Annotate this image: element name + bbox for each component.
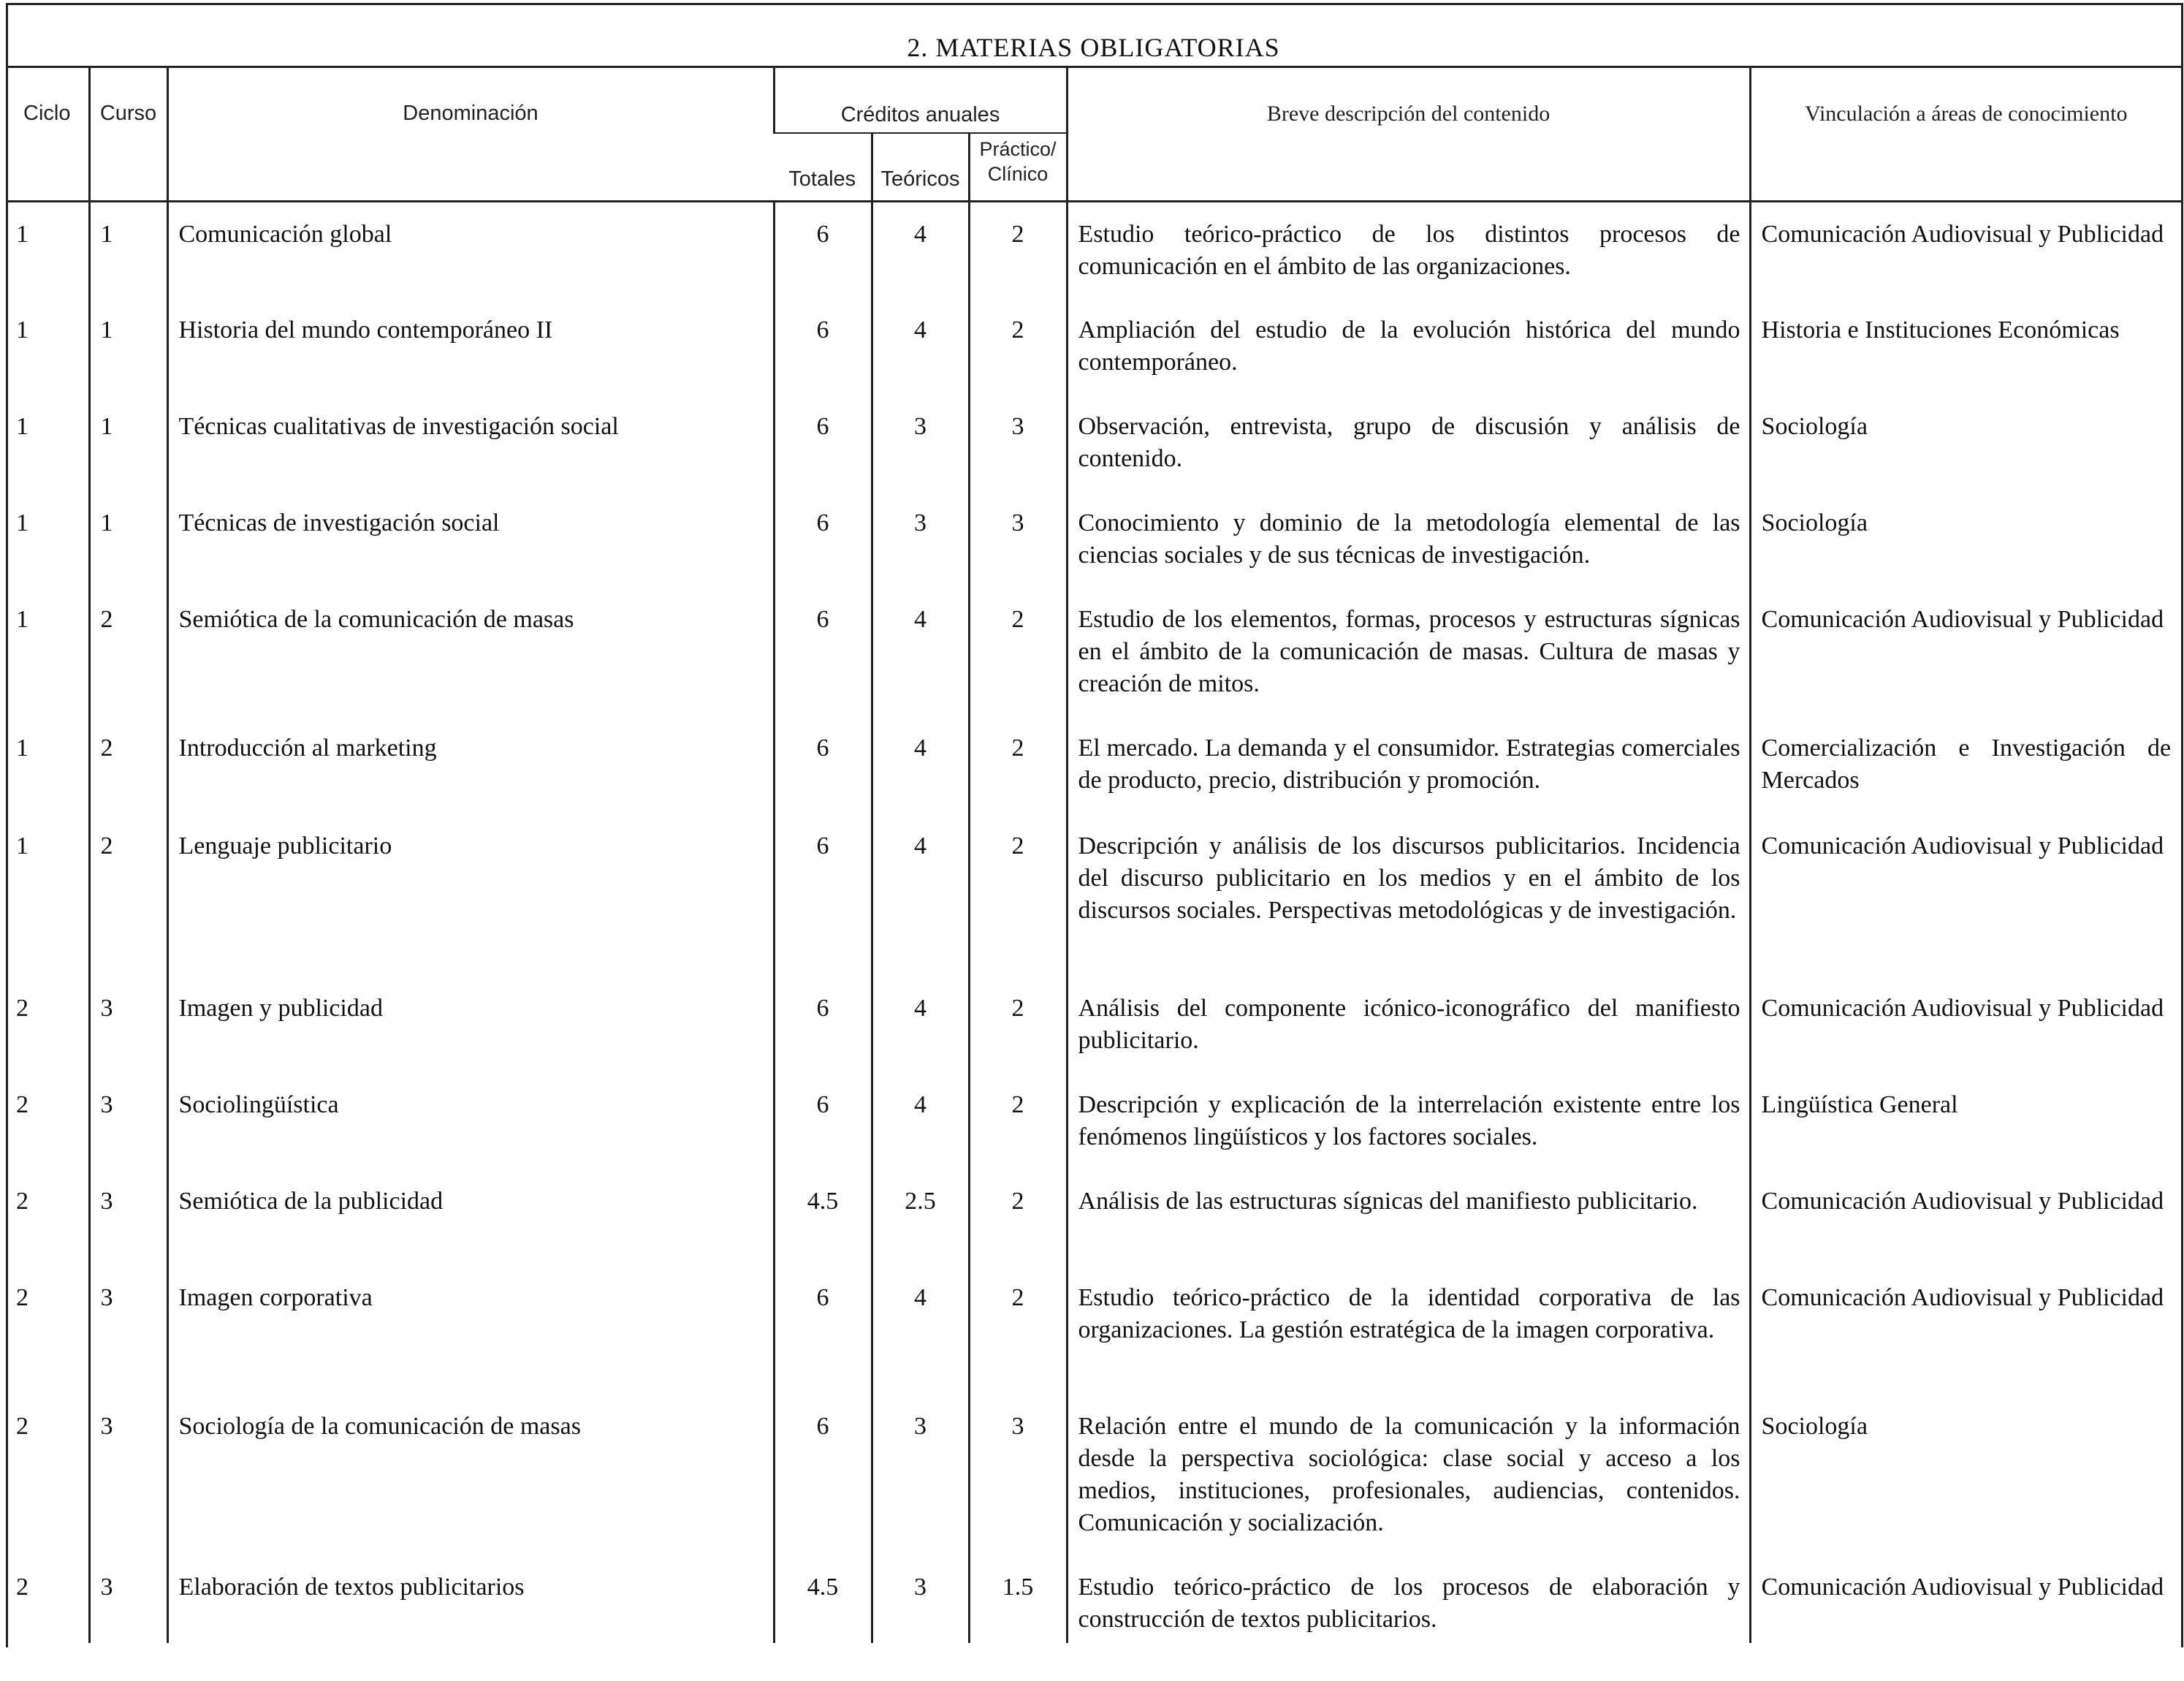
cell-curso: 3	[89, 1555, 167, 1643]
cell-descripcion: Ampliación del estudio de la evolución histórica del mundo contemporáneo.	[1067, 298, 1750, 395]
cell-totales: 6	[774, 202, 872, 298]
cell-totales: 6	[774, 1394, 872, 1555]
cell-ciclo: 2	[16, 1090, 28, 1118]
cell-descripcion: Conocimiento y dominio de la metodología elemental de las ciencias sociales y de sus técnicas de investigación.	[1067, 491, 1750, 588]
cell-totales: 6	[774, 814, 872, 976]
cell-denominacion: Elaboración de textos publicitarios	[167, 1555, 774, 1643]
table-row	[6, 976, 2181, 1073]
cell-practico: 2	[969, 1266, 1067, 1394]
cell-denominacion: Semiótica de la publicidad	[167, 1169, 774, 1266]
table-row	[6, 202, 2181, 298]
header-practico-line1: Práctico/	[979, 137, 1057, 160]
cell-practico: 2	[969, 298, 1067, 395]
cell-descripcion: Estudio teórico-práctico de los procesos de elaboración y construcción de textos publicitarios.	[1067, 1555, 1750, 1643]
cell-descripcion: Observación, entrevista, grupo de discusión y análisis de contenido.	[1067, 395, 1750, 491]
cell-denominacion: Técnicas de investigación social	[167, 491, 774, 588]
cell-teoricos: 3	[872, 491, 969, 588]
cell-curso: 2	[89, 716, 167, 814]
table-row	[6, 716, 2181, 814]
cell-totales: 4.5	[774, 1555, 872, 1643]
cell-denominacion: Lenguaje publicitario	[167, 814, 774, 976]
cell-curso: 3	[89, 1394, 167, 1555]
cell-practico: 2	[969, 588, 1067, 716]
cell-ciclo: 1	[16, 832, 28, 860]
cell-totales: 6	[774, 1266, 872, 1394]
subjects-table	[6, 66, 2181, 1643]
cell-totales: 4.5	[774, 1169, 872, 1266]
cell-practico: 2	[969, 976, 1067, 1073]
cell-practico: 3	[969, 395, 1067, 491]
cell-descripcion: Estudio de los elementos, formas, procesos y estructuras sígnicas en el ámbito de la comunicación de masas. Cultura de masas y creación de mitos.	[1067, 588, 1750, 716]
table-body	[6, 202, 2181, 1643]
cell-teoricos: 4	[872, 202, 969, 298]
header-practico-line2: Clínico	[987, 162, 1049, 185]
cell-vinculacion: Comunicación Audiovisual y Publicidad	[1750, 1266, 2181, 1394]
header-descripcion: Breve descripción del contenido	[1067, 67, 1750, 202]
cell-ciclo: 1	[16, 605, 28, 633]
cell-denominacion: Imagen corporativa	[167, 1266, 774, 1394]
cell-practico: 2	[969, 202, 1067, 298]
cell-ciclo: 2	[16, 1573, 28, 1601]
table-row	[6, 814, 2181, 976]
table-row	[6, 1394, 2181, 1555]
cell-vinculacion: Comunicación Audiovisual y Publicidad	[1750, 976, 2181, 1073]
cell-curso: 1	[89, 395, 167, 491]
header-ciclo: Ciclo	[6, 67, 89, 202]
cell-ciclo: 1	[16, 221, 28, 248]
cell-vinculacion: Sociología	[1750, 1394, 2181, 1555]
cell-teoricos: 4	[872, 976, 969, 1073]
header-creditos: Créditos anuales	[774, 67, 1067, 133]
cell-practico: 1.5	[969, 1555, 1067, 1643]
cell-ciclo: 1	[16, 509, 28, 536]
table-row	[6, 1266, 2181, 1394]
cell-teoricos: 4	[872, 716, 969, 814]
cell-vinculacion: Comercialización e Investigación de Mercados	[1750, 716, 2181, 814]
cell-teoricos: 4	[872, 588, 969, 716]
cell-curso: 2	[89, 588, 167, 716]
cell-denominacion: Comunicación global	[167, 202, 774, 298]
cell-ciclo: 1	[16, 316, 28, 344]
cell-ciclo: 2	[16, 1187, 28, 1215]
table-row	[6, 1169, 2181, 1266]
cell-denominacion: Imagen y publicidad	[167, 976, 774, 1073]
cell-descripcion: Análisis de las estructuras sígnicas del manifiesto publicitario.	[1067, 1169, 1750, 1266]
cell-denominacion: Historia del mundo contemporáneo II	[167, 298, 774, 395]
table-header	[6, 67, 2181, 202]
cell-curso: 1	[89, 491, 167, 588]
cell-vinculacion: Comunicación Audiovisual y Publicidad	[1750, 1169, 2181, 1266]
cell-practico: 2	[969, 1073, 1067, 1169]
table-row	[6, 395, 2181, 491]
cell-totales: 6	[774, 1073, 872, 1169]
cell-denominacion: Sociolingüística	[167, 1073, 774, 1169]
cell-curso: 3	[89, 976, 167, 1073]
cell-curso: 3	[89, 1169, 167, 1266]
cell-vinculacion: Comunicación Audiovisual y Publicidad	[1750, 588, 2181, 716]
cell-curso: 1	[89, 202, 167, 298]
cell-descripcion: Estudio teórico-práctico de los distintos procesos de comunicación en el ámbito de las organizaciones.	[1067, 202, 1750, 298]
cell-teoricos: 3	[872, 1394, 969, 1555]
cell-teoricos: 3	[872, 1555, 969, 1643]
header-totales: Totales	[774, 133, 872, 202]
cell-descripcion: Descripción y análisis de los discursos publicitarios. Incidencia del discurso publicitario en los medios y en el ámbito de los discursos sociales. Perspectivas metodológicas y de investigación.	[1067, 814, 1750, 976]
cell-denominacion: Semiótica de la comunicación de masas	[167, 588, 774, 716]
cell-practico: 2	[969, 716, 1067, 814]
cell-vinculacion: Comunicación Audiovisual y Publicidad	[1750, 1555, 2181, 1643]
table-row	[6, 588, 2181, 716]
cell-practico: 2	[969, 1169, 1067, 1266]
cell-ciclo: 2	[16, 1412, 28, 1440]
cell-curso: 3	[89, 1073, 167, 1169]
cell-totales: 6	[774, 976, 872, 1073]
cell-teoricos: 4	[872, 814, 969, 976]
cell-totales: 6	[774, 395, 872, 491]
cell-denominacion: Sociología de la comunicación de masas	[167, 1394, 774, 1555]
cell-descripcion: Estudio teórico-práctico de la identidad corporativa de las organizaciones. La gestión estratégica de la imagen corporativa.	[1067, 1266, 1750, 1394]
cell-descripcion: Relación entre el mundo de la comunicación y la información desde la perspectiva sociológica: clase social y acceso a los medios, instituciones, profesionales, audiencias, contenidos. Comunicación y socialización.	[1067, 1394, 1750, 1555]
header-curso: Curso	[89, 67, 167, 202]
cell-totales: 6	[774, 716, 872, 814]
cell-teoricos: 4	[872, 1266, 969, 1394]
cell-vinculacion: Lingüística General	[1750, 1073, 2181, 1169]
cell-ciclo: 2	[16, 994, 28, 1022]
table-row	[6, 1073, 2181, 1169]
header-denominacion: Denominación	[167, 67, 774, 202]
cell-ciclo: 1	[16, 412, 28, 440]
cell-denominacion: Técnicas cualitativas de investigación social	[167, 395, 774, 491]
top-border	[6, 3, 2182, 5]
cell-vinculacion: Sociología	[1750, 395, 2181, 491]
cell-curso: 1	[89, 298, 167, 395]
cell-descripcion: Análisis del componente icónico-iconográfico del manifiesto publicitario.	[1067, 976, 1750, 1073]
cell-practico: 2	[969, 814, 1067, 976]
cell-practico: 3	[969, 1394, 1067, 1555]
table-row	[6, 491, 2181, 588]
cell-curso: 2	[89, 814, 167, 976]
cell-descripcion: Descripción y explicación de la interrelación existente entre los fenómenos lingüísticos y los factores sociales.	[1067, 1073, 1750, 1169]
table-row	[6, 298, 2181, 395]
cell-teoricos: 2.5	[872, 1169, 969, 1266]
header-vinculacion: Vinculación a áreas de conocimiento	[1750, 67, 2181, 202]
cell-curso: 3	[89, 1266, 167, 1394]
cell-totales: 6	[774, 491, 872, 588]
cell-ciclo: 2	[16, 1283, 28, 1311]
cell-ciclo: 1	[16, 734, 28, 762]
cell-denominacion: Introducción al marketing	[167, 716, 774, 814]
cell-descripcion: El mercado. La demanda y el consumidor. Estrategias comerciales de producto, precio, distribución y promoción.	[1067, 716, 1750, 814]
table-row	[6, 1555, 2181, 1643]
cell-vinculacion: Comunicación Audiovisual y Publicidad	[1750, 814, 2181, 976]
cell-vinculacion: Historia e Instituciones Económicas	[1750, 298, 2181, 395]
right-border	[2181, 3, 2183, 1647]
cell-teoricos: 3	[872, 395, 969, 491]
cell-totales: 6	[774, 298, 872, 395]
header-practico	[969, 133, 1067, 202]
cell-practico: 3	[969, 491, 1067, 588]
cell-teoricos: 4	[872, 1073, 969, 1169]
cell-totales: 6	[774, 588, 872, 716]
cell-vinculacion: Sociología	[1750, 491, 2181, 588]
header-teoricos: Teóricos	[872, 133, 969, 202]
section-title: 2. MATERIAS OBLIGATORIAS	[907, 33, 1280, 62]
cell-vinculacion: Comunicación Audiovisual y Publicidad	[1750, 202, 2181, 298]
cell-teoricos: 4	[872, 298, 969, 395]
